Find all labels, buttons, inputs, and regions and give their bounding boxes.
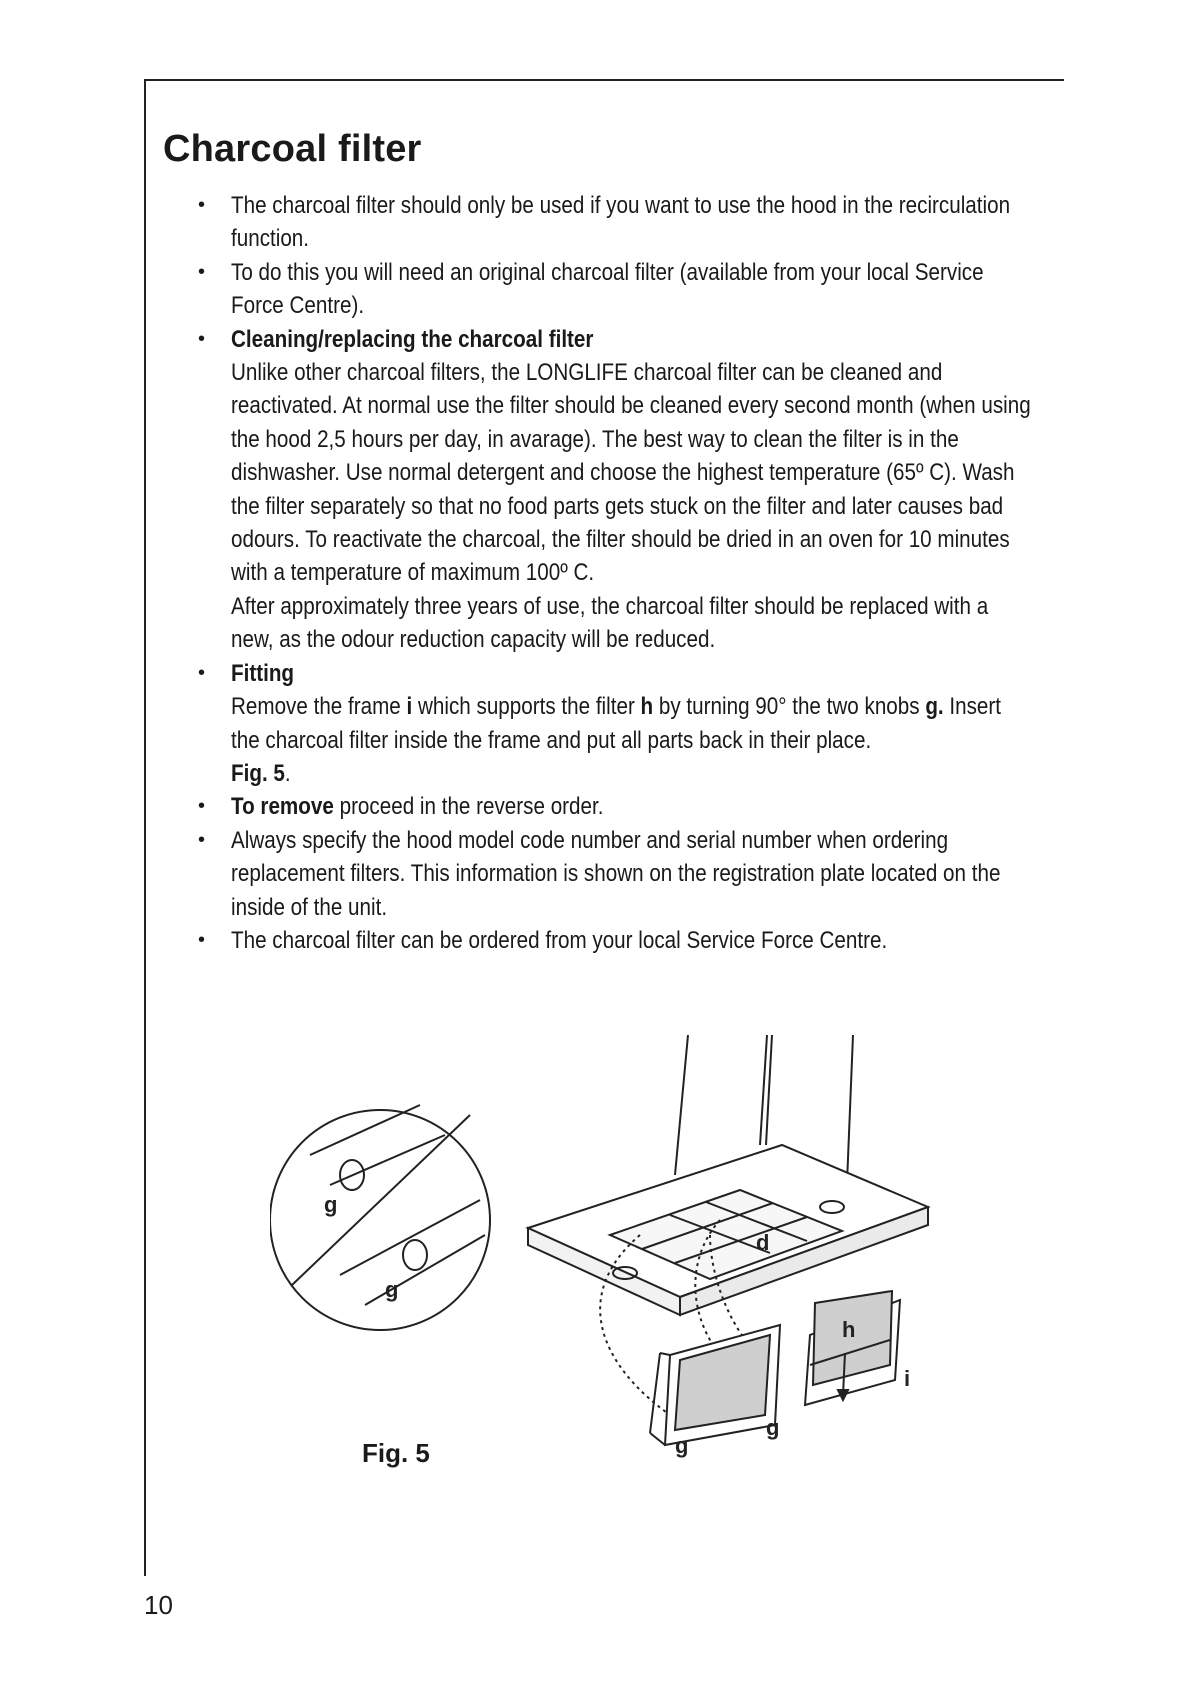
top-rule <box>144 79 1064 81</box>
list-item-text: The charcoal filter can be ordered from your local Service Force Centre. <box>231 926 888 954</box>
list-item <box>196 824 1036 924</box>
bullet-icon: • <box>198 928 206 951</box>
list-item: • Fitting Remove the frame i which supports the filter h by turning 90° the two knobs g. Insert the charcoal filter inside the frame and put all parts back in their place. Fig. 5. <box>196 657 1036 791</box>
label-h: h <box>842 1317 856 1342</box>
page-number: 10 <box>144 1590 173 1620</box>
cleaning-paragraph: Unlike other charcoal filters, the LONGLIFE charcoal filter can be cleaned and reactivated. At normal use the filter should be cleaned every second month (when using the hood 2,5 hours per day, in avarage). The best way to clean the filter is in the dishwasher. Use normal detergent and choose the highest temperature (65º C). Wash the filter separately so that no food parts gets stuck on the filter and later causes bad odours. To reactivate the charcoal, the filter should be dried in an oven for 10 minutes with a temperature of maximum 100º C. <box>231 359 1031 587</box>
label-g-inset-top: g <box>324 1192 338 1217</box>
list-item-text: The charcoal filter should only be used if you want to use the hood in the recirculation function. <box>231 192 1011 253</box>
list-item <box>196 924 1036 957</box>
label-g-frame-right: g <box>766 1415 780 1440</box>
replacement-paragraph: After approximately three years of use, the charcoal filter should be replaced with a new, as the odour reduction capacity will be reduced. <box>231 592 989 654</box>
list-item-text: To do this you will need an original charcoal filter (available from your local Service Force Centre). <box>231 258 984 320</box>
label-i: i <box>904 1366 911 1391</box>
list-item <box>196 256 1036 323</box>
list-item <box>196 323 1036 657</box>
figure-reference: Fig. 5 <box>231 759 285 787</box>
section-heading-cleaning: Cleaning/replacing the charcoal filter <box>231 325 594 353</box>
left-rule <box>144 79 146 1576</box>
list-item <box>196 189 1036 256</box>
list-item-text: Always specify the hood model code number and serial number when ordering replacement filters. This information is shown on the registration plate located on the inside of the unit. <box>231 826 1001 921</box>
label-g-frame-left: g <box>675 1433 689 1458</box>
hood-filter-illustration <box>270 1035 950 1475</box>
label-g-inset-bottom: g <box>385 1277 399 1302</box>
page-title: Charcoal filter <box>163 128 422 170</box>
section-heading-fitting: Fitting <box>231 659 295 687</box>
bullet-icon: • <box>198 194 206 216</box>
instruction-list <box>196 189 1036 957</box>
label-d: d <box>756 1230 770 1255</box>
bullet-icon: • <box>198 327 206 350</box>
bullet-icon: • <box>198 795 206 818</box>
bullet-icon: • <box>198 661 206 684</box>
list-item: • To remove proceed in the reverse order. <box>196 790 1036 823</box>
figure-caption: Fig. 5 <box>362 1438 430 1468</box>
bullet-icon: • <box>198 260 206 283</box>
bullet-icon: • <box>198 828 206 851</box>
